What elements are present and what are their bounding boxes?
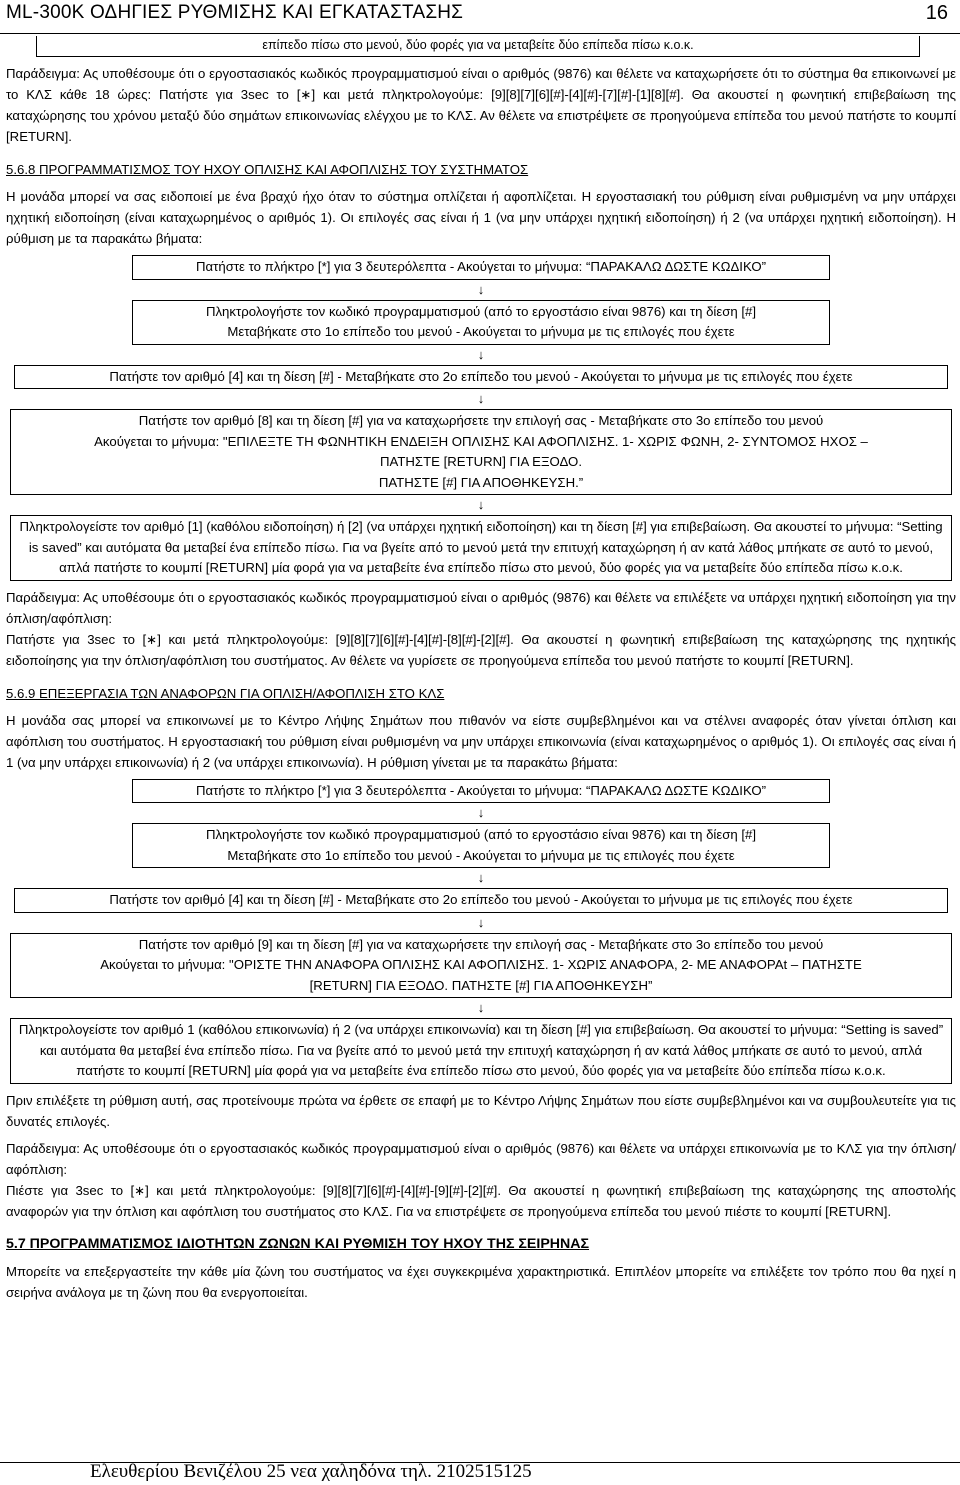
step-box-569-2 bbox=[132, 823, 830, 868]
section-title-569: 5.6.9 ΕΠΕΞΕΡΓΑΣΙΑ ΤΩΝ ΑΝΑΦΟΡΩΝ ΓΙΑ ΟΠΛΙΣΗ/ΑΦΟΠΛΙΣΗ ΣΤΟ ΚΛΣ bbox=[6, 685, 445, 701]
down-arrow-icon: ↓ bbox=[477, 497, 485, 512]
down-arrow-icon: ↓ bbox=[477, 870, 485, 885]
step-text: Πληκτρολογείστε τον αριθμό 1 (καθόλου επικοινωνία) ή 2 (να υπάρχει επικοινωνία) και τη δίεση [#] για επιβεβαίωση. Θα ακουστεί το μήνυμα: “Setting is saved” και αυτόματα θα μεταβεί ένα επίπεδο πίσω. Για να βγείτε από το μενού μετά την επιτυχή καταχώρηση ή αν κατά λάθος μπήκατε σε αυτό το μενού, απλά πατήστε το κουμπί [RETURN] μία φορά για να μεταβείτε ένα επίπεδο πίσω στο μενού, δύο φορές για να μεταβείτε δύο επίπεδα πίσω κ.ο.κ. bbox=[18, 1022, 944, 1078]
page-number: 16 bbox=[925, 2, 948, 24]
document-title: ML-300K ΟΔΗΓΙΕΣ ΡΥΘΜΙΣΗΣ ΚΑΙ ΕΓΚΑΤΑΣΤΑΣΗΣ bbox=[6, 2, 464, 23]
down-arrow-icon: ↓ bbox=[477, 346, 485, 362]
step-text: Πατήστε τον αριθμό [4] και τη δίεση [#] - Μεταβήκατε στο 2ο επίπεδο του μενού - Ακούγεται το μήνυμα με τις επιλογές που έχετε bbox=[109, 368, 853, 384]
footer-contact: Ελευθερίου Βενιζέλου 25 νεα χαληδόνα τηλ. 2102515125 bbox=[90, 1461, 532, 1482]
page-content bbox=[6, 36, 956, 1303]
section-title-57: 5.7 ΠΡΟΓΡΑΜΜΑΤΙΣΜΟΣ ΙΔΙΟΤΗΤΩΝ ΖΩΝΩΝ ΚΑΙ ΡΥΘΜΙΣΗ ΤΟΥ ΗΧΟΥ ΤΗΣ ΣΕΙΡΗΝΑΣ bbox=[6, 1235, 590, 1252]
step-box-568-2 bbox=[132, 300, 830, 345]
section-intro-57: Μπορείτε να επεξεργαστείτε την κάθε μία ζώνη του συστήματος να έχει συγκεκριμένα χαρακτηριστικά. Επιπλέον μπορείτε να επιλέξετε τον τρόπο που θα ηχεί η σειρήνα ανάλογα με τη ζώνη που θα ενεργοποιείται. bbox=[6, 1263, 956, 1300]
step-box-568-4 bbox=[10, 409, 952, 495]
step-text: Πληκτρολογείστε τον αριθμό [1] (καθόλου ειδοποίηση) ή [2] (να υπάρχει ηχητική ειδοποίηση) και τη δίεση [#] για επιβεβαίωση. Θα ακουστεί το μήνυμα: “Setting is saved” και αυτόματα θα μεταβεί ένα επίπεδο πίσω. Για να βγείτε από το μενού μετά την επιτυχή καταχώρηση ή αν κατά λάθος μπήκατε σε αυτό το μενού, απλά πατήστε το κουμπί [RETURN] μία φορά για να μεταβείτε ένα επίπεδο πίσω στο μενού, δύο φορές για να μεταβείτε δύο επίπεδα πίσω κ.ο.κ. bbox=[19, 519, 943, 575]
step-text: Πατήστε τον αριθμό [4] και τη δίεση [#] - Μεταβήκατε στο 2ο επίπεδο του μενού - Ακούγεται το μήνυμα με τις επιλογές που έχετε bbox=[109, 892, 853, 907]
step-text: [RETURN] ΓΙΑ ΕΞΟΔΟ. ΠΑΤΗΣΤΕ [#] ΓΙΑ ΑΠΟΘΗΚΕΥΣΗ” bbox=[309, 977, 653, 993]
down-arrow-icon: ↓ bbox=[477, 914, 485, 930]
step-text: Πατήστε τον αριθμό [9] και τη δίεση [#] για να καταχωρήσετε την επιλογή σας - Μεταβήκατε στο 3ο επίπεδο του μενού bbox=[138, 936, 824, 952]
example-paragraph-567: Παράδειγμα: Ας υποθέσουμε ότι ο εργοστασιακός κωδικός προγραμματισμού είναι ο αριθμός (9876) και θέλετε να καταχωρήσετε ότι το σύστημα θα επικοινωνεί με το ΚΛΣ κάθε 18 ώρες: Πατήστε για 3sec το [∗] και μετά πληκτρολογούμε: [9][8][7][6][#]-[4][#]-[7][#]-[1][8][#]. Θα ακουστεί η φωνητική επιβεβαίωση της καταχώρησης του χρόνου μεταξύ δύο σημάτων επικοινωνίας ελέγχου με το ΚΛΣ. Αν θέλετε να επιστρέψετε σε προηγούμενα επίπεδα του μενού πατήστε το κουμπί [RETURN]. bbox=[6, 66, 956, 144]
page-header bbox=[0, 0, 960, 30]
step-box-569-3 bbox=[14, 888, 948, 913]
section-intro-568: Η μονάδα μπορεί να σας ειδοποιεί με ένα βραχύ ήχο όταν το σύστημα οπλίζεται ή αφοπλίζεται. Η εργοστασιακή του ρύθμιση είναι ρυθμισμένη να μην υπάρχει ηχητική ειδοποίηση (είναι καταχωρημένος ο αριθμός 1). Οι επιλογές σας είναι ή 1 (να μην υπάρχει ηχητική ειδοποίηση) ή 2 (να υπάρχει ηχητική ειδοποίηση). Η ρύθμιση με τα παρακάτω βήματα: bbox=[6, 189, 956, 246]
step-text: Μεταβήκατε στο 1ο επίπεδο του μενού - Ακούγεται το μήνυμα με τις επιλογές που έχετε bbox=[227, 324, 735, 339]
step-box-569-5 bbox=[10, 1018, 952, 1084]
page-footer bbox=[0, 1462, 960, 1485]
step-box-568-5 bbox=[10, 515, 952, 581]
step-text: Πληκτρολογήστε τον κωδικό προγραμματισμού (από το εργοστάσιο είναι 9876) και τη δίεση [#] bbox=[205, 827, 757, 842]
down-arrow-icon: ↓ bbox=[477, 805, 485, 820]
down-arrow-icon: ↓ bbox=[477, 391, 485, 406]
step-text: Πατήστε το πλήκτρο [*] για 3 δευτερόλεπτα - Ακούγεται το μήνυμα: “ΠΑΡΑΚΑΛΩ ΔΩΣΤΕ ΚΩΔΙΚΟ” bbox=[196, 259, 766, 274]
step-text: Πατήστε το πλήκτρο [*] για 3 δευτερόλεπτα - Ακούγεται το μήνυμα: “ΠΑΡΑΚΑΛΩ ΔΩΣΤΕ ΚΩΔΙΚΟ” bbox=[196, 782, 766, 798]
example-keys-568: Πατήστε για 3sec το [∗] και μετά πληκτρολογούμε: [9][8][7][6][#]-[4][#]-[8][#]-[2][#]. Θα ακουστεί η φωνητική επιβεβαίωση της καταχώρησης της ηχητικής ειδοποίησης για την όπλιση/αφόπλιση του συστήματος. Αν θέλετε να γυρίσετε σε προηγούμενα επίπεδα του μενού πατήστε το κουμπί [RETURN]. bbox=[6, 631, 956, 668]
step-box-569-1 bbox=[132, 779, 830, 804]
step-text: ΠΑΤΗΣΤΕ [#] ΓΙΑ ΑΠΟΘΗΚΕΥΣΗ.” bbox=[378, 474, 584, 490]
step-box-568-1 bbox=[132, 255, 830, 280]
section-title-568: 5.6.8 ΠΡΟΓΡΑΜΜΑΤΙΣΜΟΣ ΤΟΥ ΗΧΟΥ ΟΠΛΙΣΗΣ ΚΑΙ ΑΦΟΠΛΙΣΗΣ ΤΟΥ ΣΥΣΤΗΜΑΤΟΣ bbox=[6, 162, 529, 177]
continued-box: επίπεδο πίσω στο μενού, δύο φορές για να μεταβείτε δύο επίπεδα πίσω κ.ο.κ. bbox=[36, 36, 920, 57]
example-keys-569: Πιέστε για 3sec το [∗] και μετά πληκτρολογούμε: [9][8][7][6][#]-[4][#]-[9][#]-[2][#]. Θα ακουστεί η φωνητική επιβεβαίωση της καταχώρησης της αποστολής αναφορών για την όπλιση και αφόπλιση του συστήματος στο ΚΛΣ. Για να επιστρέψετε σε προηγούμενα επίπεδα του μενού πιέστε το κουμπί [RETURN]. bbox=[6, 1182, 956, 1219]
down-arrow-icon: ↓ bbox=[477, 1000, 485, 1015]
example-paragraph-568: Παράδειγμα: Ας υποθέσουμε ότι ο εργοστασιακός κωδικός προγραμματισμού είναι ο αριθμός (9876) και θέλετε να επιλέξετε να υπάρχει ηχητική ειδοποίηση για την όπλιση/αφόπλιση: bbox=[6, 589, 956, 626]
section-intro-569: Η μονάδα σας μπορεί να επικοινωνεί με το Κέντρο Λήψης Σημάτων που πιθανόν να είστε συμβεβλημένοι και να στέλνει αναφορές όταν γίνεται όπλιση και αφόπλιση του συστήματος. Η εργοστασιακή του ρύθμιση είναι ρυθμισμένη να μην υπάρχει επικοινωνία (είναι καταχωρημένος ο αριθμός 1). Οι επιλογές σας είναι ή 1 (να μην υπάρχει επικοινωνία) ή 2 (να υπάρχει επικοινωνία). Η ρύθμιση γίνεται με τα παρακάτω βήματα: bbox=[6, 712, 956, 770]
note-paragraph-569: Πριν επιλέξετε τη ρύθμιση αυτή, σας προτείνουμε πρώτα να έρθετε σε επαφή με το Κέντρο Λήψης Σημάτων που είστε συμβεβλημένοι και να συμβουλευτείτε για τις δυνατές επιλογές. bbox=[6, 1092, 956, 1129]
step-box-568-3 bbox=[14, 365, 948, 390]
down-arrow-icon: ↓ bbox=[477, 281, 485, 297]
header-divider bbox=[0, 33, 960, 34]
step-text: Ακούγεται το μήνυμα: "ΟΡΙΣΤΕ ΤΗΝ ΑΝΑΦΟΡΑ ΟΠΛΙΣΗΣ ΚΑΙ ΑΦΟΠΛΙΣΗΣ. 1- ΧΩΡΙΣ ΑΝΑΦΟΡΑ, 2- ΜΕ ΑΝΑΦΟΡΑt – ΠΑΤΗΣΤΕ bbox=[100, 957, 862, 972]
step-text: ΠΑΤΗΣΤΕ [RETURN] ΓΙΑ ΕΞΟΔΟ. bbox=[380, 454, 582, 469]
step-text: Ακούγεται το μήνυμα: "ΕΠΙΛΕΞΤΕ ΤΗ ΦΩΝΗΤΙΚΗ ΕΝΔΕΙΞΗ ΟΠΛΙΣΗΣ ΚΑΙ ΑΦΟΠΛΙΣΗΣ. 1- ΧΩΡΙΣ ΦΩΝΗ, 2- ΣΥΝΤΟΜΟΣ ΗΧΟΣ – bbox=[94, 433, 868, 449]
step-box-569-4 bbox=[10, 933, 952, 999]
step-text: Πατήστε τον αριθμό [8] και τη δίεση [#] για να καταχωρήσετε την επιλογή σας - Μεταβήκατε στο 3ο επίπεδο του μενού bbox=[138, 413, 824, 428]
step-text: Πληκτρολογήστε τον κωδικό προγραμματισμού (από το εργοστάσιο είναι 9876) και τη δίεση [#] bbox=[205, 303, 757, 319]
step-text: Μεταβήκατε στο 1ο επίπεδο του μενού - Ακούγεται το μήνυμα με τις επιλογές που έχετε bbox=[227, 847, 735, 863]
example-paragraph-569: Παράδειγμα: Ας υποθέσουμε ότι ο εργοστασιακός κωδικός προγραμματισμού είναι ο αριθμός (9876) και θέλετε να υπάρχει επικοινωνία με το ΚΛΣ για την όπλιση/αφόπλιση: bbox=[6, 1140, 956, 1177]
